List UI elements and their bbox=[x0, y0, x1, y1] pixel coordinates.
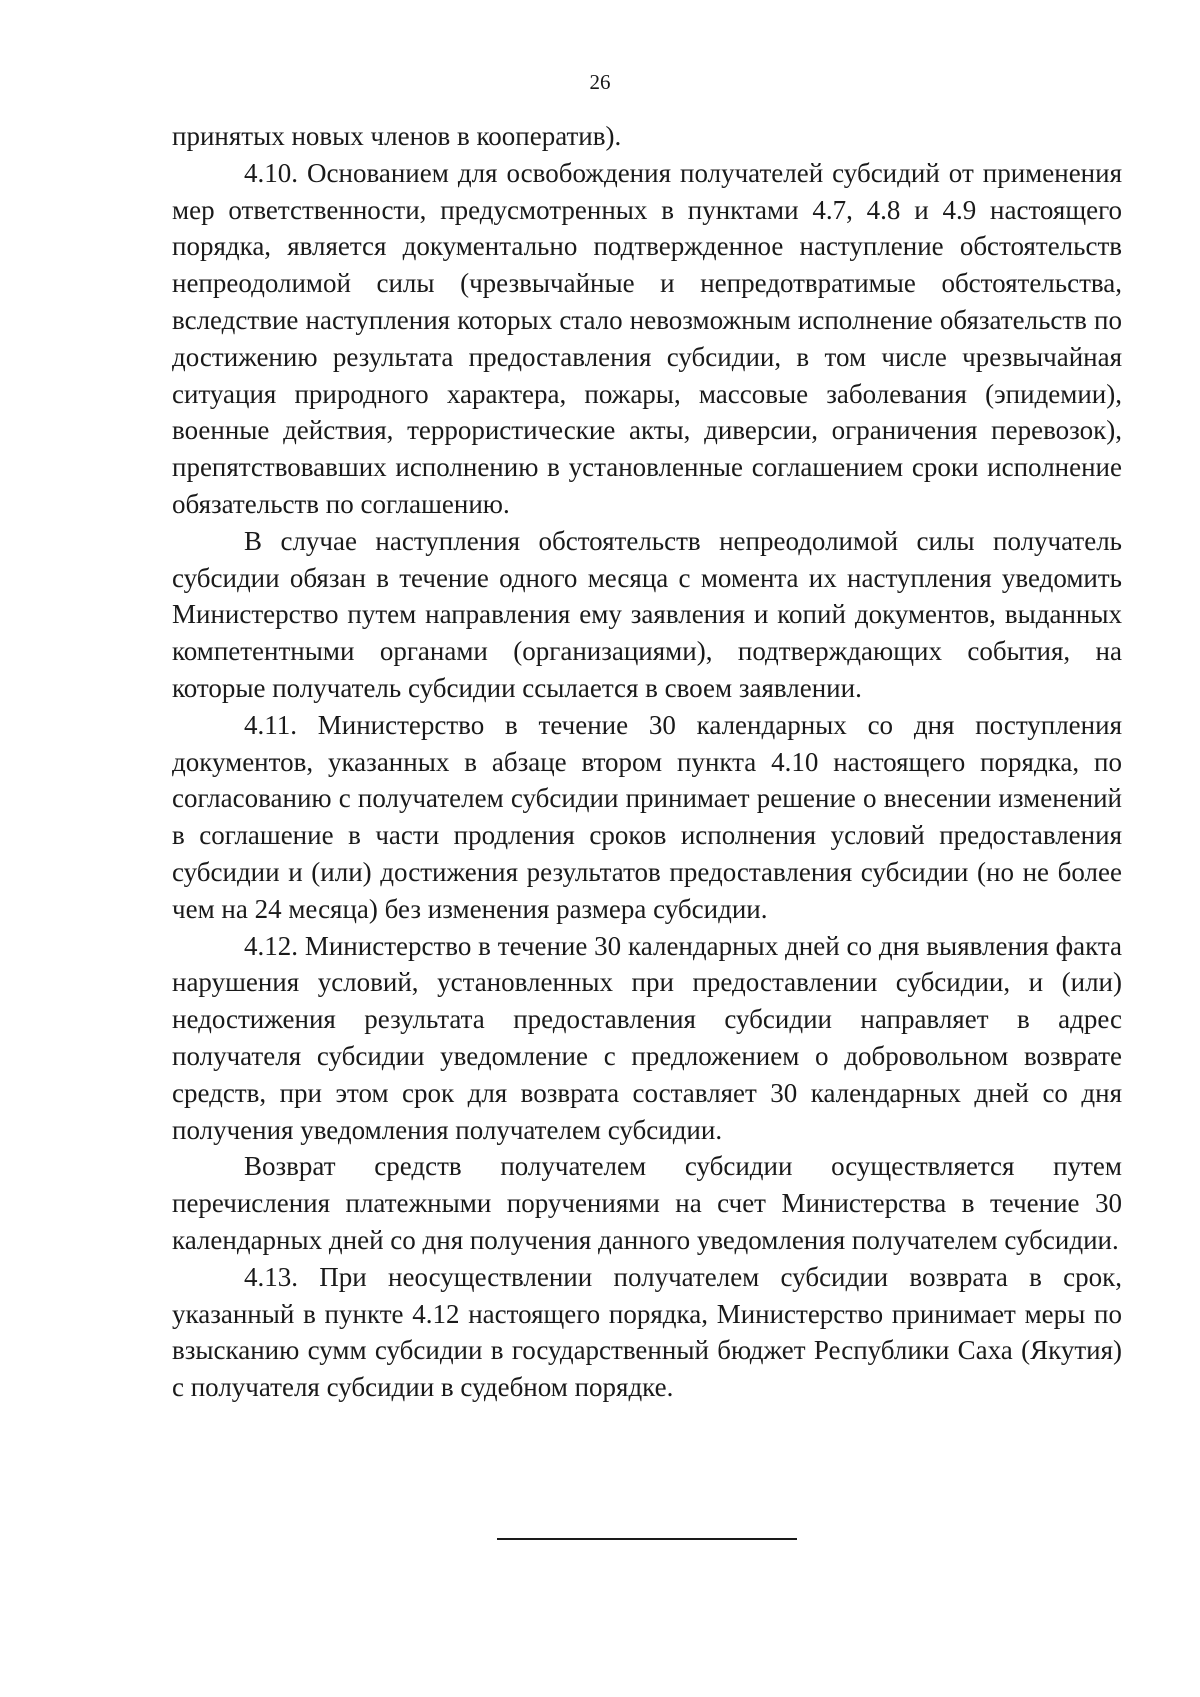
paragraph-4-13: 4.13. При неосуществлении получателем субсидии возврата в срок, указанный в пункте 4.12 настоящего порядка, Министерство принимает меры по взысканию сумм субсидии в государственный бюджет Республики Саха (Якутия) с получателя субсидии в судебном порядке. bbox=[172, 1261, 1122, 1403]
paragraph-4-11: 4.11. Министерство в течение 30 календарных со дня поступления документов, указанных в абзаце втором пункта 4.10 настоящего порядка, по согласованию с получателем субсидии принимает решение о внесении изменений в соглашение в части продления сроков исполнения условий предоставления субсидии и (или) достижения результатов предоставления субсидии (но не более чем на 24 месяца) без изменения размера субсидии. bbox=[172, 709, 1122, 924]
document-body bbox=[172, 118, 1122, 1406]
paragraph-4-12: 4.12. Министерство в течение 30 календарных дней со дня выявления факта нарушения условий, установленных при предоставлении субсидии, и (или) недостижения результата предоставления субсидии направляет в адрес получателя субсидии уведомление с предложением о добровольном возврате средств, при этом срок для возврата составляет 30 календарных дней со дня получения уведомления получателем субсидии. bbox=[172, 930, 1122, 1145]
paragraph-continuation: принятых новых членов в кооператив). bbox=[172, 121, 622, 151]
page-number: 26 bbox=[589, 70, 611, 94]
paragraph-force-majeure-notice: В случае наступления обстоятельств непреодолимой силы получатель субсидии обязан в течение одного месяца с момента их наступления уведомить Министерство путем направления ему заявления и копий документов, выданных компетентными органами (организациями), подтверждающих события, на которые получатель субсидии ссылается в своем заявлении. bbox=[172, 525, 1122, 703]
end-separator-line bbox=[497, 1538, 797, 1540]
paragraph-4-10: 4.10. Основанием для освобождения получателей субсидий от применения мер ответственности, предусмотренных в пунктами 4.7, 4.8 и 4.9 настоящего порядка, является документально подтвержденное наступление обстоятельств непреодолимой силы (чрезвычайные и непредотвратимые обстоятельства, вследствие наступления которых стало невозможным исполнение обязательств по достижению результата предоставления субсидии, в том числе чрезвычайная ситуация природного характера, пожары, массовые заболевания (эпидемии), военные действия, террористические акты, диверсии, ограничения перевозок), препятствовавших исполнению в установленные соглашением сроки исполнение обязательств по соглашению. bbox=[172, 157, 1122, 519]
paragraph-refund: Возврат средств получателем субсидии осуществляется путем перечисления платежными поручениями на счет Министерства в течение 30 календарных дней со дня получения данного уведомления получателем субсидии. bbox=[172, 1151, 1122, 1255]
